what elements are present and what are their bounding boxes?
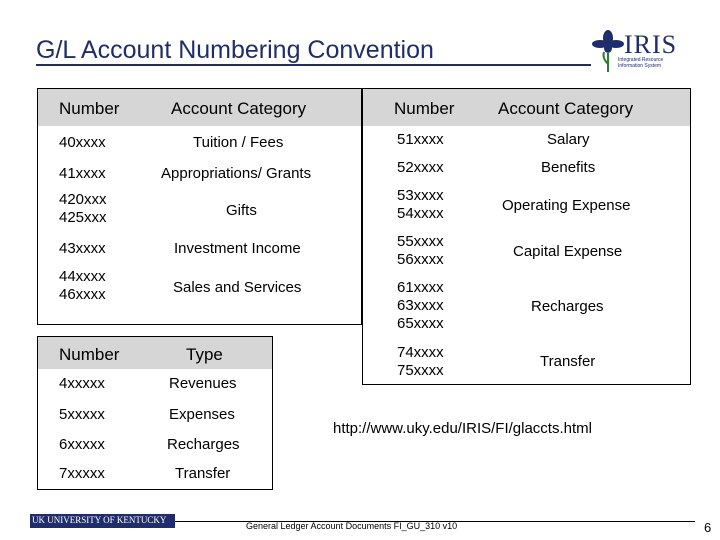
number-line: 61xxxx 63xxxx 65xxxx [397,279,444,332]
column-header-number: Number [394,99,455,118]
table-row-number: 52xxxx [397,159,444,176]
table-row-category: Sales and Services [173,279,302,296]
table-row-number: 41xxxx [59,165,106,182]
table-row-category: Investment Income [174,240,301,257]
table-row-number [59,268,106,304]
table-row-number [59,191,107,227]
table-row-number [397,233,444,269]
table-row-category: Transfer [540,353,596,370]
table-row-number [397,187,444,223]
table-row-type: Expenses [169,406,235,423]
table-row-category: Recharges [531,298,604,315]
glaccts-link[interactable]: http://www.uky.edu/IRIS/FI/glaccts.html [333,420,592,437]
account-type-table [37,336,273,490]
table-row-category: Capital Expense [513,243,623,260]
title-underline [36,64,591,66]
table-row-number: 7xxxxx [59,465,105,482]
column-header-category: Account Category [498,99,634,118]
table-row-number [397,344,444,380]
table-row-type: Transfer [175,465,231,482]
page-title: G/L Account Numbering Convention [36,36,434,64]
table-row-category: Tuition / Fees [193,134,284,151]
footer-text: General Ledger Account Documents FI_GU_310 v10 [246,521,458,531]
number-line: 420xxx 425xxx [59,191,107,226]
table-row-category: Gifts [226,202,257,219]
account-category-table-right [362,88,691,385]
table-row-type: Revenues [169,375,237,392]
table-row-number: 5xxxxx [59,406,105,423]
column-header-number: Number [59,345,120,364]
column-header-category: Account Category [171,99,307,118]
table-row-category: Salary [547,131,590,148]
column-header-type: Type [186,345,223,364]
university-of-kentucky-logo-text: UK UNIVERSITY OF KENTUCKY [32,515,167,525]
page-number: 6 [704,520,712,535]
table-row-number: 4xxxxx [59,375,105,392]
table-row-type: Recharges [167,436,240,453]
iris-logo-subtitle: Integrated Resource Information System [618,57,664,69]
number-line: 74xxxx 75xxxx [397,344,444,379]
table-row-category: Operating Expense [502,197,631,214]
column-header-number: Number [59,99,120,118]
table-row-number: 6xxxxx [59,436,105,453]
table-row-number: 40xxxx [59,134,106,151]
number-line: 44xxxx 46xxxx [59,268,106,303]
table-row-category: Appropriations/ Grants [161,165,312,182]
number-line: 55xxxx 56xxxx [397,233,444,268]
table-row-category: Benefits [541,159,596,176]
table-row-number: 43xxxx [59,240,106,257]
table-row-number: 51xxxx [397,131,444,148]
table-row-number [397,279,444,333]
iris-logo-text: IRIS [624,30,678,59]
account-category-table-left [37,88,362,325]
number-line: 53xxxx 54xxxx [397,187,444,222]
